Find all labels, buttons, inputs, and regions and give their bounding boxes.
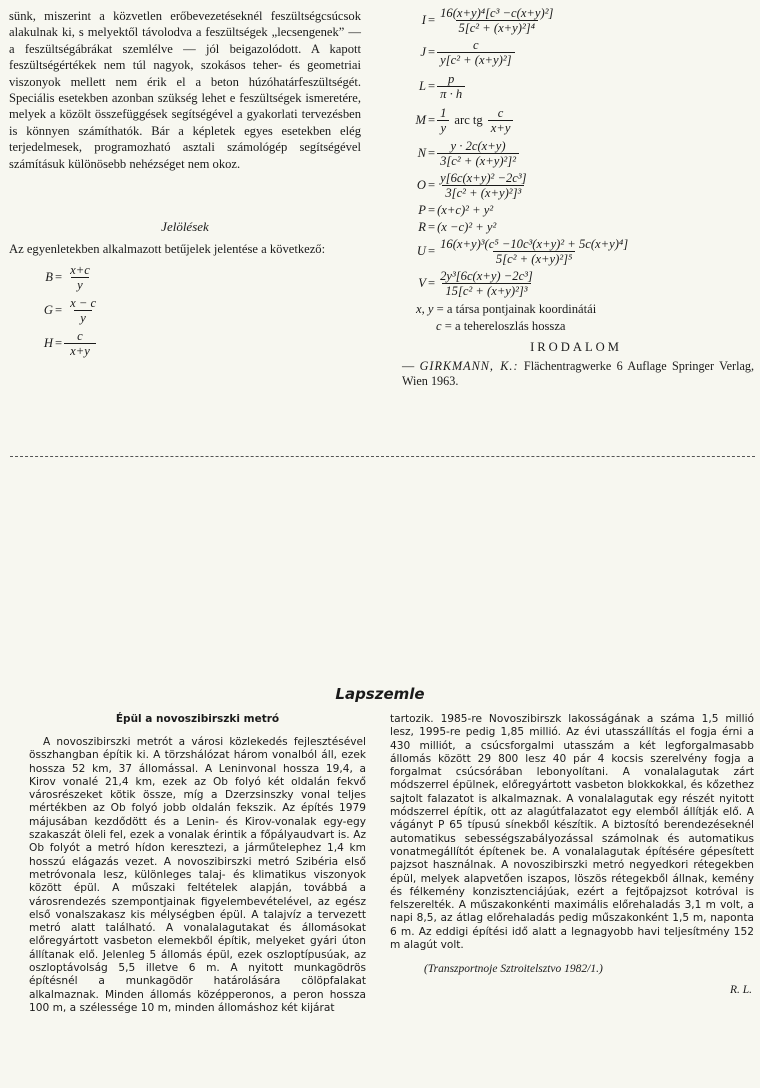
fraction bbox=[437, 139, 519, 168]
equation-rhs: (x −c)² + y² bbox=[437, 220, 497, 234]
notation-heading: Jelölések bbox=[161, 219, 209, 235]
numerator: y · 2c(x+y) bbox=[450, 139, 506, 153]
numerator: c bbox=[473, 38, 479, 52]
numerator: y[6c(x+y)² −2c³] bbox=[440, 171, 527, 185]
fraction bbox=[437, 6, 556, 35]
equation-p: P = (x+c)² + y² bbox=[398, 203, 754, 218]
equation-rhs: (x+c)² + y² bbox=[437, 203, 494, 217]
equation-b: B = $\frac{x+c}{y}$ bbox=[9, 263, 361, 292]
article-source: (Transzportnoje Sztroitelsztvo 1982/1.) bbox=[424, 963, 603, 976]
denominator: x+y bbox=[488, 120, 514, 135]
article-body-left: A novoszibirszki metrót a városi közlekedés fejlesztésével összhangban építik ki. A törzshálózat három vonalból áll, ezek hossza 52 km, 37 állomással. A Leninvonal hossza 19,4, a Kirov vonalé 21,4 km, ezek az Ob folyó két oldalán fekvő városrészeket kötik össze, míg a Dzerzsinszky vonal teljes mértékben az Ob folyó jobb oldalán fekszik. Az építés 1979 májusában kezdődött és a Lenin- és Kirov-vonalak egy-egy szakaszát öleli fel, ezek a vonalak érintik a főpályaudvart is. Az Ob folyót a metró hídon keresztezi, a járműtelephez 1,4 km hosszú elágazás vezet. A novoszibirszki metró Szibéria első metróvonala lesz, különleges talaj- és klimatikus viszonyok között épül. A műszaki feltételek alapján, továbbá a városrendezés szempontjainak figyelembevételével, az egész első vonalszakasz kis mélységben épül. A talajvíz a tervezett metró alatt található. A vonalalagutakat és állomásokat előregyártott vasbeton elemekből építik, melyeket gyári úton állítanak elő. Jelenleg 5 állomás épül, ezek oszloptípusúak, az oszloptávolság 5,5 illetve 6 m. A nyitott munkagödrös építésnél a munkagödör határolására cölöpfalakat alkalmaznak. Minden állomás középperonos, a peron hossza 100 m, a szélessége 10 m, minden állomáshoz két kijárat bbox=[29, 736, 366, 1014]
denominator: 3[c² + (x+y)²]³ bbox=[442, 185, 524, 200]
reference-text: Flächentragwerke 6 Auflage Springer Verlag, Wien 1963. bbox=[402, 359, 755, 388]
fraction bbox=[437, 106, 449, 135]
arctan-label: arc tg bbox=[454, 113, 483, 127]
numerator: x − c bbox=[70, 296, 97, 311]
equation-j: J = $\frac{c}{\text{y[c² + (x+y)²]}}$ bbox=[398, 38, 754, 67]
denominator: y bbox=[71, 277, 89, 292]
article-title: Épül a novoszibirszki metró bbox=[115, 713, 280, 725]
definition-c bbox=[398, 319, 754, 334]
equation-lhs: G bbox=[43, 303, 53, 318]
fraction bbox=[64, 296, 102, 325]
equation-lhs: P bbox=[418, 203, 426, 217]
reference-entry bbox=[398, 359, 754, 389]
equation-lhs: I bbox=[421, 13, 426, 27]
equation-r: R = (x −c)² + y² bbox=[398, 220, 754, 235]
denominator: 3[c² + (x+y)²]² bbox=[437, 153, 519, 168]
numerator: p bbox=[447, 72, 455, 86]
numerator: c bbox=[77, 329, 83, 344]
fraction bbox=[437, 72, 465, 101]
denominator: x+y bbox=[64, 343, 96, 358]
equation-v: V = $\frac{\text{2y³[6c(x+y) −2c³]}}{\text{15[c² + (x+y)²]³}}$ bbox=[398, 269, 754, 298]
equation-m: M = $\frac{1}{y}$ arc tg $\frac{c}{x+y}$ bbox=[398, 106, 754, 135]
denominator: y bbox=[437, 120, 449, 135]
fraction bbox=[488, 106, 514, 135]
definition-vars: x, y bbox=[416, 302, 434, 316]
denominator: 5[c² + (x+y)²]⁵ bbox=[493, 251, 575, 266]
numerator: x+c bbox=[70, 263, 90, 278]
references-heading: IRODALOM bbox=[530, 340, 622, 354]
equation-lhs: B bbox=[45, 270, 53, 285]
bottom-right-column bbox=[390, 713, 754, 996]
denominator: y[c² + (x+y)²] bbox=[437, 52, 514, 67]
numerator: c bbox=[497, 106, 504, 120]
definition-xy bbox=[398, 302, 754, 317]
equation-lhs: U bbox=[416, 244, 426, 258]
denominator: π · h bbox=[437, 86, 465, 101]
fraction bbox=[64, 263, 96, 292]
fraction bbox=[64, 329, 96, 358]
numerator: 2y³[6c(x+y) −2c³] bbox=[440, 269, 533, 283]
article-signature: R. L. bbox=[729, 984, 752, 997]
equation-lhs: O bbox=[416, 178, 426, 192]
fraction bbox=[437, 269, 536, 298]
article-body-right: tartozik. 1985-re Novoszibirszk lakosságának a száma 1,5 millió lesz, 1995-re pedig 1,85 millió. Az évi utasszállítás el fogja érni a 430 milliót, a csúcsforgalmi utasszám a két legforgalmasabb állomás között 29 800 lesz 40 pár 4 kocsis szerelvény fogja a forgalmat csúcsórában lebonyolítani. A vonalalagutak zárt módszerrel épülnek, előregyártott vasbeton blokkokkal, és kőzethez sajtolt falazatot is alkalmaznak. A vonalalagutak egy részét nyitott módszerrel építik, ott az alagútfalazatot egy elemből állítják elő. A vágányt P 65 típusú sínekből készítik. A biztosító berendezéseknél automatikus sebességszabályozással számolnak és automatikus vonatmegállítót építenek be. A vonalalagutak építésére gépesített pajzsot használnak. A novoszibirszki metró negyedkori rétegekben épül, melyek alapvetően iszapos, löszös rétegekből állnak, kemény és félkemény konzisztenciájúak, ezért a fejtőpajzsot kotróval is felszerelték. A műszakonkénti maximális előrehaladás 3,1 m volt, a napi 8,5, az átlag előrehaladás pedig műszakonként 1,5 m, naponta 6 m. Az eddigi építési idő alatt a legnagyobb havi teljesítmény 152 m alagút volt. bbox=[390, 713, 754, 952]
equation-i: I = $\frac{\text{16(x+y)⁴[c³ −c(x+y)²]}}{\text{5[c² + (x+y)²]⁴}}$ bbox=[398, 6, 754, 35]
equation-lhs: H bbox=[43, 336, 53, 351]
definition-vars: c bbox=[436, 319, 442, 333]
equation-l: L = $\frac{p}{\pi \cdot h}$ bbox=[398, 72, 754, 101]
fraction bbox=[437, 237, 631, 266]
top-right-column bbox=[398, 6, 754, 389]
fraction bbox=[437, 38, 514, 67]
equation-lhs: N bbox=[417, 146, 426, 160]
section-title: Lapszemle bbox=[335, 685, 425, 703]
equation-o: O = $\frac{\text{y[6c(x+y)² −2c³]}}{\text{3[c² + (x+y)²]³}}$ bbox=[398, 171, 754, 200]
fraction bbox=[437, 171, 529, 200]
equation-h: H = $\frac{c}{x+y}$ bbox=[9, 329, 361, 358]
definition-text: = a tehereloszlás hossza bbox=[444, 319, 566, 333]
body-paragraph: sünk, miszerint a közvetlen erőbevezetéseknél feszültségcsúcsok alakulnak ki, s melyektől távolodva a feszültségek „lecsengenek” — a feszültségábrákat szemlélve — jól beigazolódott. A kapott feszültségértékek nem túl nagyok, szokásos teher- és geometriai viszonyok mellett nem érik el a beton húzóhatárfeszültségét. Speciális esetekben azonban szükség lehet e feszültségek ismeretére, melyek a közölt összefüggések segítségével a gyakorlati tervezésben is könnyen számíthatók. Bár a képletek egyes esetekben elég terjedelmesek, programozható asztali számológép segítségével számításuk különösebb nehézséget nem okoz. bbox=[9, 9, 361, 171]
section-divider bbox=[10, 456, 755, 457]
denominator: y bbox=[74, 310, 92, 325]
equation-lhs: R bbox=[418, 220, 426, 234]
equation-g: G = $\frac{x - c}{y}$ bbox=[9, 296, 361, 325]
equation-lhs: L bbox=[418, 79, 426, 93]
equation-lhs: V bbox=[418, 276, 426, 290]
denominator: 5[c² + (x+y)²]⁴ bbox=[456, 20, 538, 35]
numerator: 16(x+y)⁴[c³ −c(x+y)²] bbox=[440, 6, 554, 20]
definition-text: = a társa pontjainak koordinátái bbox=[436, 302, 597, 316]
reference-author: GIRKMANN, K.: bbox=[419, 359, 519, 373]
numerator: 16(x+y)³(c⁵ −10c³(x+y)² + 5c(x+y)⁴] bbox=[440, 237, 629, 251]
equation-lhs: J bbox=[420, 45, 426, 59]
equation-lhs: M bbox=[415, 113, 426, 127]
denominator: 15[c² + (x+y)²]³ bbox=[442, 283, 530, 298]
numerator: 1 bbox=[440, 106, 447, 120]
notation-intro: Az egyenletekben alkalmazott betűjelek jelentése a következő: bbox=[9, 242, 326, 257]
reference-dash: — bbox=[402, 359, 415, 373]
equation-n: N = $\frac{y \cdot 2c(x+y)}{\text{3[c² + (x+y)²]²}}$ bbox=[398, 139, 754, 168]
bottom-left-column bbox=[29, 713, 366, 1015]
equation-u: U = $\frac{\text{16(x+y)³(c⁵ −10c³(x+y)² + 5c(x+y)⁴]}}{\text{5[c² + (x+y)²]⁵}}$ bbox=[398, 237, 754, 266]
top-left-column bbox=[9, 8, 361, 358]
